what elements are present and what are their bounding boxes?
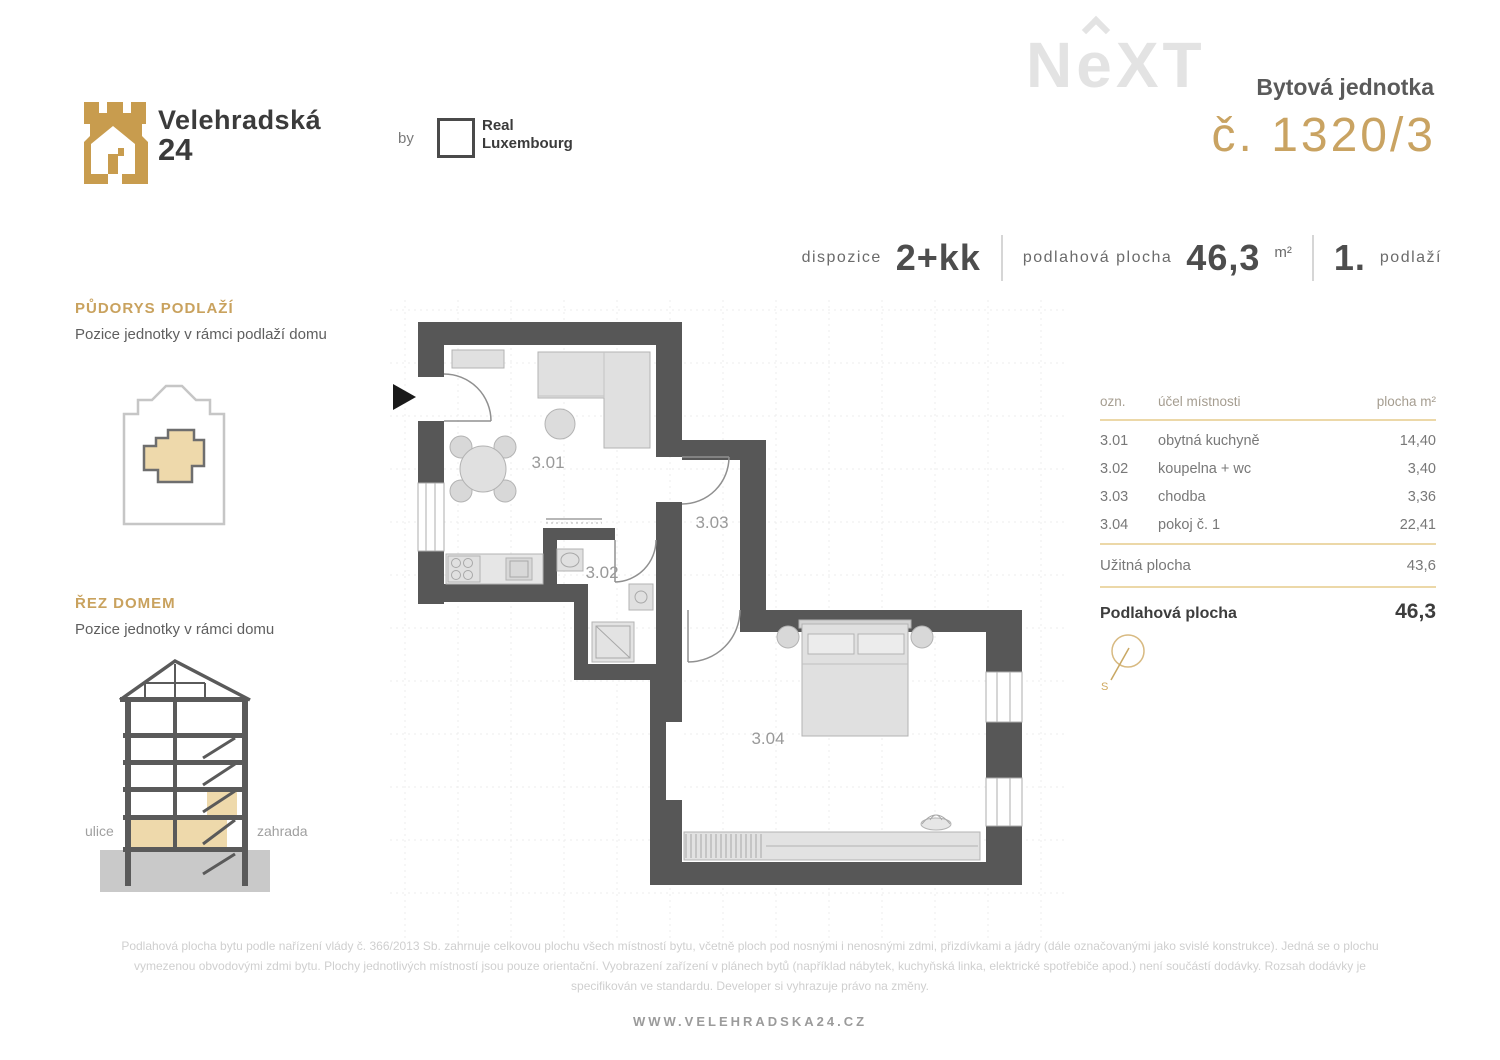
table-header-row [1100, 388, 1436, 421]
room-table [1100, 388, 1436, 636]
real-luxembourg-line1: Real [482, 117, 514, 134]
castle-logo-icon [76, 98, 150, 188]
brand-name [158, 106, 321, 167]
kitchen-counter [446, 554, 543, 584]
table-row [1100, 455, 1436, 483]
header-ucel: účel místnosti [1158, 394, 1241, 409]
header-ozn: ozn. [1100, 394, 1126, 409]
north-label: S [1101, 681, 1109, 693]
dispozice-value: 2+kk [895, 237, 981, 278]
next-letter-n: N [1026, 29, 1077, 101]
floorplan [385, 295, 1075, 950]
real-luxembourg-logo-icon [437, 118, 475, 158]
row-area: 22,41 [1399, 517, 1436, 533]
disclaimer [0, 936, 1500, 996]
wall-niche [666, 722, 682, 800]
wardrobe [684, 832, 980, 860]
spec-floor [1334, 237, 1442, 279]
room-label-3-03: 3.03 [695, 513, 729, 532]
row-area: 3,36 [1407, 489, 1436, 505]
garden-label: zahrada [257, 823, 308, 839]
area-unit: m² [1274, 243, 1292, 261]
bed [799, 620, 911, 736]
area-value: 46,3 [1186, 237, 1261, 278]
spec-dispozice [802, 237, 981, 279]
total-value: 46,3 [1395, 600, 1436, 623]
row-id: 3.01 [1100, 433, 1129, 449]
divider [1001, 235, 1003, 281]
room-label-3-01: 3.01 [531, 453, 565, 472]
next-letter-e: e [1076, 28, 1116, 102]
row-name: pokoj č. 1 [1158, 517, 1221, 533]
disclaimer-line1: Podlahová plocha bytu podle nařízení vlády č. 366/2013 Sb. zahrnuje celkovou plochu všech místností bytu, včetně ploch pod nosnými i nenosnými zdmi, přizdívkami a jádry (dále označovanými jako svislé konstrukce). Jedná se o plochu [121, 939, 1379, 953]
subtotal-row [1100, 545, 1436, 586]
row-id: 3.04 [1100, 517, 1129, 533]
row-area: 14,40 [1399, 433, 1436, 449]
unit-number: č. 1320/3 [1211, 109, 1436, 162]
disclaimer-line2: vymezenou obvodovými zdmi bytu. Plochy jednotlivých místností jsou pouze orientační. Vyobrazení zařízení v plánech bytů (například nábytek, kuchyňská linka, elektrické spotřebiče apod.) není součástí dodávky. Rozsah dodávky je [134, 959, 1366, 973]
entrance-arrow-icon [393, 384, 416, 410]
section2-title: ŘEZ DOMEM [75, 595, 176, 612]
coffee-table [545, 409, 575, 439]
row-name: koupelna + wc [1158, 461, 1252, 477]
real-luxembourg-name [482, 117, 573, 153]
room-label-3-02: 3.02 [585, 563, 619, 582]
spec-band [802, 230, 1442, 286]
total-row [1100, 588, 1436, 636]
section2-subtitle: Pozice jednotky v rámci domu [75, 621, 275, 638]
nightstand [777, 626, 799, 648]
room-label-3-04: 3.04 [751, 729, 785, 748]
walls [418, 322, 1022, 885]
table-row [1100, 511, 1436, 539]
divider [1312, 235, 1314, 281]
sideboard [452, 350, 504, 368]
section1-subtitle: Pozice jednotky v rámci podlaží domu [75, 326, 327, 343]
furniture [446, 350, 980, 860]
row-area: 3,40 [1407, 461, 1436, 477]
subtotal-label: Užitná plocha [1100, 557, 1191, 574]
real-luxembourg-line2: Luxembourg [482, 135, 573, 152]
header-plocha: plocha m² [1376, 394, 1436, 409]
windows [418, 483, 1022, 826]
next-letters-xt: XT [1115, 29, 1206, 101]
subtotal-value: 43,6 [1406, 557, 1436, 574]
section1-title: PŮDORYS PODLAŽÍ [75, 300, 234, 317]
table-row [1100, 483, 1436, 511]
plant [921, 815, 951, 830]
unit-type-label: Bytová jednotka [1256, 74, 1434, 100]
floor-value: 1. [1333, 237, 1366, 278]
area-label: podlahová plocha [1022, 249, 1173, 266]
row-id: 3.03 [1100, 489, 1129, 505]
row-name: chodba [1158, 489, 1206, 505]
street-label: ulice [85, 823, 114, 839]
brand-name-line2: 24 [158, 132, 193, 168]
floor-position-minimap [112, 378, 252, 538]
row-name: obytná kuchyně [1158, 433, 1260, 449]
row-id: 3.02 [1100, 461, 1129, 477]
table-row [1100, 427, 1436, 455]
website-url: WWW.VELEHRADSKA24.CZ [632, 1014, 868, 1029]
next-watermark [1026, 28, 1206, 102]
disclaimer-line3: specifikován ve standardu. Developer si vyhrazuje právo na změny. [571, 979, 929, 993]
spec-area [1023, 237, 1292, 279]
floor-label: podlaží [1379, 249, 1442, 266]
building-section-diagram [85, 648, 335, 903]
dining-set [450, 436, 516, 502]
brand-name-line1: Velehradská [158, 105, 322, 135]
north-compass-icon [1098, 630, 1168, 696]
total-label: Podlahová plocha [1100, 605, 1237, 622]
nightstand [911, 626, 933, 648]
by-label: by [398, 130, 414, 147]
dispozice-label: dispozice [801, 249, 882, 266]
